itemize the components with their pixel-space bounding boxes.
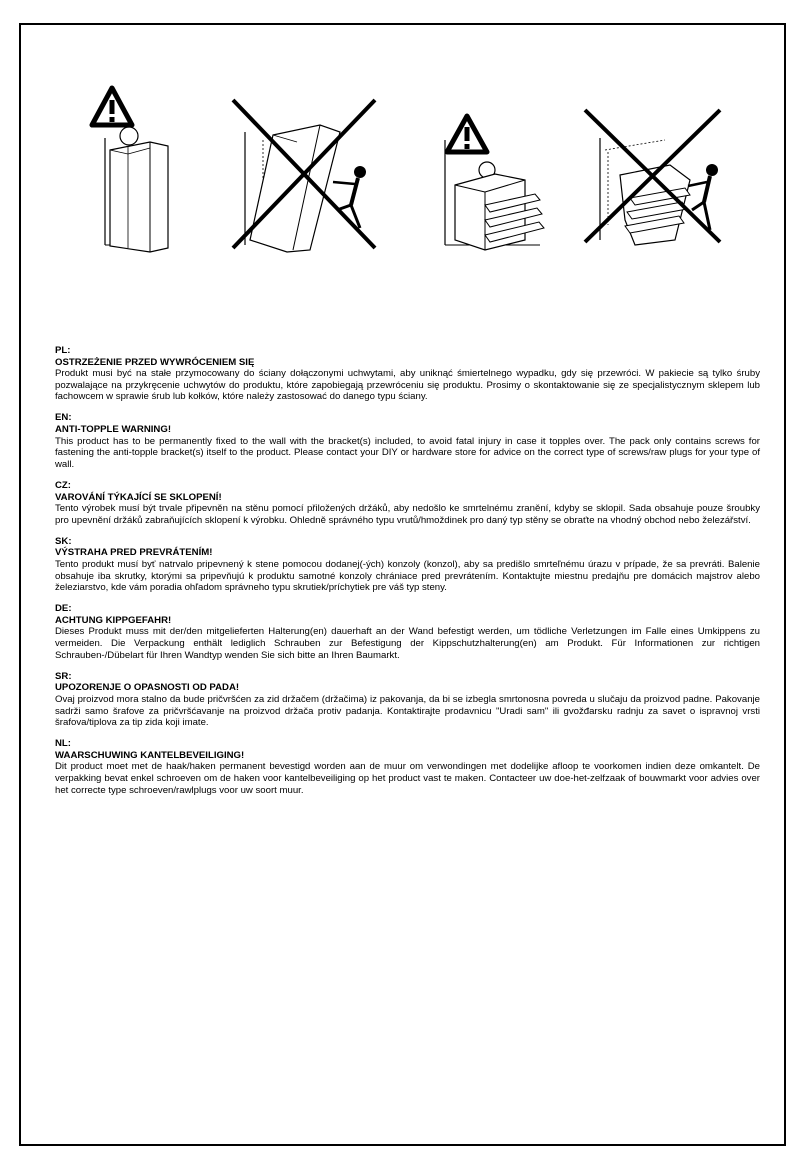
language-code: SK:	[55, 535, 72, 547]
section-en	[55, 412, 760, 470]
section-pl	[55, 345, 760, 403]
section-de	[55, 603, 760, 661]
warning-body: Dit product moet met de haak/haken permanent bevestigd worden aan de muur om verwondingen met dodelijke afloop te voorkomen indien deze omkantelt. De verpakking bevat enkel schroeven om de haken voor kantelbeveiliging op het product vast te maken. Contacteer uw doe-het-zelfzaak of bouwmarkt voor advies over het correcte type schroeven/rawlplugs voor uw soort muur.	[55, 761, 760, 796]
language-code: CZ:	[55, 479, 71, 491]
warning-title: WAARSCHUWING KANTELBEVEILIGING!	[55, 749, 245, 761]
warning-title: ANTI-TOPPLE WARNING!	[55, 424, 172, 436]
language-code: DE:	[55, 603, 72, 615]
warning-triangle-icon	[92, 88, 132, 125]
warning-body: This product has to be permanently fixed to the wall with the bracket(s) included, to avoid fatal injury in case it topples over. The pack only contains screws for fastening the anti-topple bracket(s) itself to the product. Please contact your DIY or hardware store for advice on the correct type of screws/raw plugs for your type of wall.	[55, 435, 760, 470]
language-code: PL:	[55, 345, 71, 356]
wardrobe-fixed-illustration	[80, 80, 170, 255]
person-icon	[688, 164, 718, 230]
warning-title: OSTRZEŻENIE PRZED WYWRÓCENIEM SIĘ	[55, 356, 255, 368]
warning-body: Produkt musi być na stałe przymocowany do ściany dołączonymi uchwytami, aby uniknąć śmiertelnego wypadku, gdy się przewróci. W pakiecie są tylko śruby pozwalające na przykręcenie uchwytów do produktu, które zapobiegają przewróceniu się produktu. Prosimy o skontaktowanie się ze specjalistycznym sklepem lub fachowcem w sprawie śrub lub kołków, które należy zastosować do danego typu ściany.	[55, 368, 760, 403]
warning-title: UPOZORENJE O OPASNOSTI OD PADA!	[55, 682, 240, 694]
warning-text-block	[55, 345, 760, 806]
section-cz	[55, 480, 760, 526]
warning-title: ACHTUNG KIPPGEFAHR!	[55, 614, 172, 626]
warning-body: Ovaj proizvod mora stalno da bude pričvršćen za zid držačem (držačima) iz pakovanja, da bi se izbegla smrtonosna povreda u slučaju da proizvod padne. Pakovanje sadrži samo šrafove za pričvršćavanje na proizvod držača protiv padanja. Kontaktirajte prodavnicu "Uradi sam" ili gvožđarsku radnju za savet o ispravnoj vrsti šrafova/tiplova za tip zida koji imate.	[55, 693, 760, 729]
warning-body: Dieses Produkt muss mit der/den mitgelieferten Halterung(en) dauerhaft an der Wand befestigt werden, um tödliche Verletzungen im Falle eines Umkippens zu vermeiden. Die Verpackung enthält lediglich Schrauben zur Befestigung der Kippschutzhalterung(en) am Produkt. Für Informationen zur richtigen Schrauben-/Dübelart für Ihren Wandtyp wenden Sie sich bitte an Ihren Baumarkt.	[55, 626, 760, 661]
section-sk	[55, 536, 760, 594]
warning-title: VAROVÁNÍ TÝKAJÍCÍ SE SKLOPENÍ!	[55, 491, 222, 503]
section-nl	[55, 738, 760, 796]
section-sr	[55, 671, 760, 729]
language-code: SR:	[55, 670, 72, 682]
language-code: EN:	[55, 412, 72, 424]
warning-body: Tento výrobek musí být trvale připevněn na stěnu pomocí přiložených držáků, aby nedošlo ke smrtelnému zranění, kdyby se sklopil. Sada obsahuje pouze šroubky pro upevnění držáků zabraňujících sklopení k výrobku. Ohledně správného typu vrutů/hmoždinek pro daný typ stěny se obraťte na vhodný obchod nebo železářství.	[55, 503, 760, 526]
illustrations	[80, 80, 740, 260]
warning-triangle-icon	[447, 116, 487, 152]
warning-body: Tento produkt musí byť natrvalo pripevnený k stene pomocou dodanej(-ých) konzoly (konzol), aby sa predišlo smrteľnému úrazu v prípade, že sa prevráti. Balenie obsahuje iba skrutky, ktorými sa pripevňujú k produktu samotné konzoly chrániace pred prevrátením. Kontaktujte miestnu predajňu pre domácich majstrov alebo železiarstvo, kde vám poradia ohľadom správneho typu skrutiek/príchytiek pre váš typ steny.	[55, 559, 760, 594]
language-code: NL:	[55, 738, 71, 750]
wardrobe-toppling-crossed-illustration	[225, 80, 385, 255]
drawers-toppling-crossed-illustration	[580, 80, 730, 255]
warning-title: VÝSTRAHA PRED PREVRÁTENÍM!	[55, 547, 213, 559]
drawers-fixed-illustration	[425, 80, 545, 255]
